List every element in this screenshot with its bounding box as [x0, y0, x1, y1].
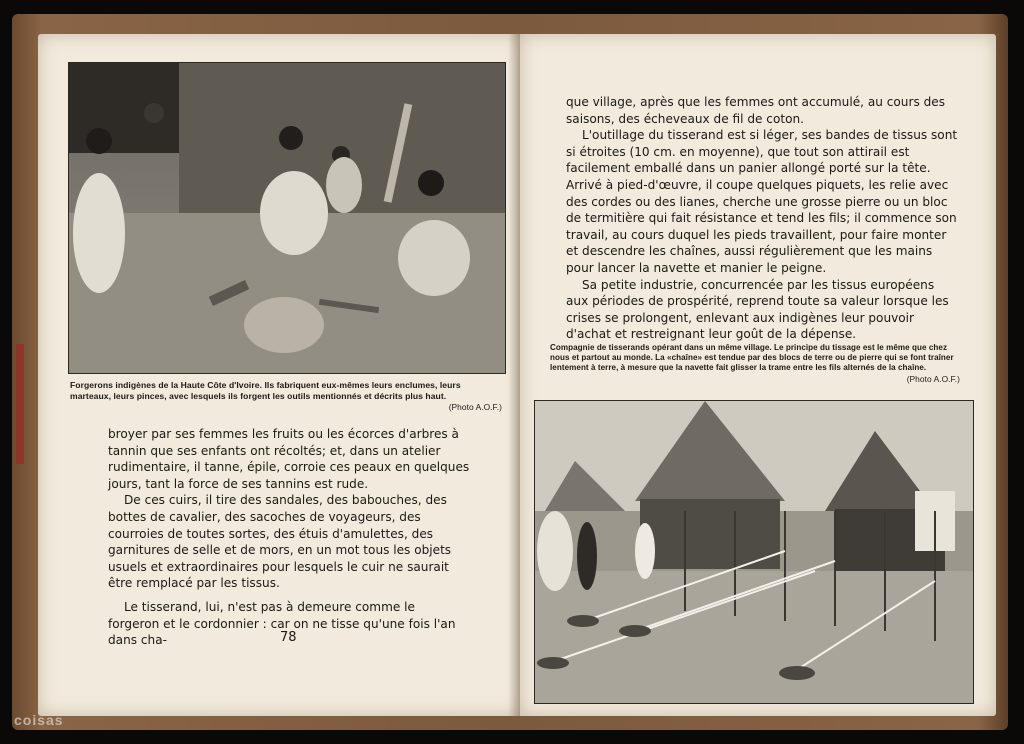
caption-text: Compagnie de tisserands opérant dans un même village. Le principe du tissage est le même que chez nous et partout au monde. La «chaîne» est tendue par des blocs de terre ou de pierre qui se font traîner lentement à terre, à mesure que la navette fait glisser la trame entre les fils alternés de la chaîne. [550, 343, 954, 373]
weavers-caption [550, 343, 960, 384]
open-book [12, 14, 1008, 730]
left-page [38, 34, 524, 716]
photo-credit: (Photo A.O.F.) [448, 402, 502, 412]
paragraph: Sa petite industrie, concurrencée par les tissus européens aux périodes de prospérité, reprend toute sa valeur lorsque les crises se prolongent, enlevant aux indigènes leur pouvoir d'achat et restreignant leur goût de la dépense. [566, 277, 949, 342]
caption-text: Forgerons indigènes de la Haute Côte d'Ivoire. Ils fabriquent eux-mêmes leurs enclumes, leurs marteaux, leurs pinces, avec lesquels ils forgent les outils mentionnés et décrits plus haut. [70, 380, 461, 401]
blacksmiths-caption [70, 380, 502, 413]
left-page-text [108, 426, 470, 649]
paragraph: que village, après que les femmes ont accumulé, au cours des saisons, des écheveaux de fil de coton. [566, 95, 946, 126]
paragraph: Le tisserand, lui, n'est pas à demeure comme le forgeron et le cordonnier : car on ne tisse qu'une fois l'an dans cha- [108, 599, 456, 648]
photo-credit: (Photo A.O.F.) [906, 373, 960, 384]
page-number: 78 [280, 630, 297, 645]
right-page [520, 34, 996, 716]
paragraph: broyer par ses femmes les fruits ou les écorces d'arbres à tannin que ses enfants ont récoltés; et, dans un atelier rudimentaire, il tanne, épile, corroie ces peaux en quelques jours, tant la force de ses tannins est rude. [108, 427, 470, 491]
paragraph: L'outillage du tisserand est si léger, ses bandes de tissus sont si étroites (10 cm. en moyenne), que tout son attirail est facilement emballé dans un panier allongé porté sur la tête. Arrivé à pied-d'œuvre, il coupe quelques piquets, les relie avec des cordes ou des lianes, cherche une grosse pierre ou un bloc de termitière qui fait résistance et tend les fils; il commence son travail, au cours duquel les pieds travaillent, pour faire monter et descendre les chaînes, aussi régulièrement que les mains pour lancer la navette et manier le peigne. [566, 128, 958, 275]
paragraph: De ces cuirs, il tire des sandales, des babouches, des bottes de cavalier, des sacoches de voyageurs, des courroies de toutes sortes, des étuis d'amulettes, des garnitures de selle et de mors, en un mot tous les objets usuels et extraordinaires pour lesquels le cuir ne saurait être remplacé par les tissus. [108, 493, 452, 591]
blacksmiths-photo [68, 62, 506, 374]
watermark-logo: coisas [14, 712, 64, 728]
book-cover-edge [16, 344, 24, 464]
right-page-text [566, 94, 958, 343]
weavers-photo [534, 400, 974, 704]
